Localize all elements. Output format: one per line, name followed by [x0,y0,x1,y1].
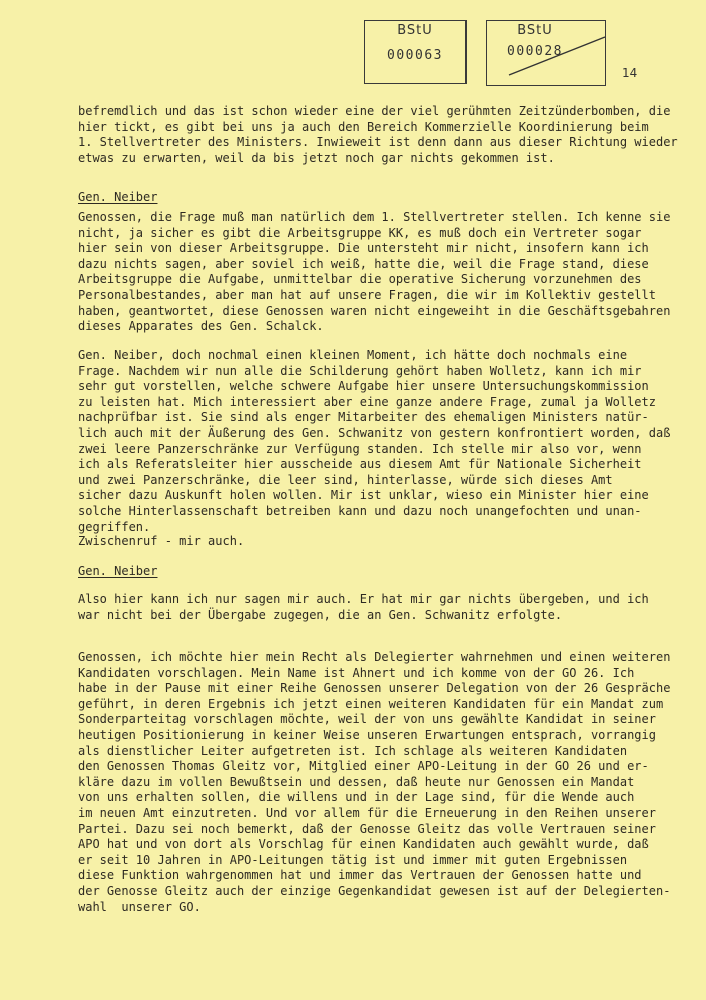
paragraph: Genossen, die Frage muß man natürlich dem 1. Stellvertreter stellen. Ich kenne sie nicht, ja sicher es gibt die Arbeitsgruppe KK, es muß doch ein Vertreter sogar hier sein von dieser Arbeitsgruppe. Die untersteht mir nicht, insofern kann ich dazu nichts sagen, aber soviel ich weiß, hatte die, weil die Frage stand, diese Arbeitsgruppe die Aufgabe, unmittelbar die operative Sicherung vorzunehmen des Personalbestandes, aber man hat auf unsere Fragen, die wir im Kollektiv gestellt haben, geantwortet, diese Genossen waren nicht eingeweiht in die Geschäftsgebahren dieses Apparates des Gen. Schalck. [78,210,671,334]
archive-stamp-bstu [364,20,467,84]
stamp-label: BStU [517,23,553,38]
page-number: 14 [622,66,638,80]
paragraph: befremdlich und das ist schon wieder eine der viel gerühmten Zeitzünderbomben, die hier tickt, es gibt bei uns ja auch den Bereich Kommerzielle Koordinierung beim 1. Stellvertreter des Ministers. Inwieweit ist denn dann aus dieser Richtung wieder etwas zu erwarten, weil da bis jetzt noch gar nichts gekommen ist. [78,104,678,165]
stamp-number: 000063 [387,48,443,63]
strike-through-mark [505,31,611,81]
paragraph: Also hier kann ich nur sagen mir auch. Er hat mir gar nichts übergeben, und ich war nicht bei der Übergabe zugegen, die an Gen. Schwanitz erfolgte. [78,592,649,622]
paragraph: Gen. Neiber, doch nochmal einen kleinen Moment, ich hätte doch nochmals eine Frage. Nachdem wir nun alle die Schilderung gehört haben Wolletz, kann ich mir sehr gut vorstellen, welche schwere Aufgabe hier unsere Untersuchungskommission zu leisten hat. Mich interessiert aber eine ganze andere Frage, zumal ja Wolletz nachprüfbar ist. Sie sind als enger Mitarbeiter des ehemaligen Ministers natür- lich auch mit der Äußerung des Gen. Schwanitz von gestern konfrontiert worden, daß zwei leere Panzerschränke zur Verfügung standen. Ich stelle mir also vor, wenn ich als Referatsleiter hier ausscheide aus diesem Amt für Nationale Sicherheit und zwei Panzerschränke, die leer sind, hinterlasse, würde sich dieses Amt sicher dazu Auskunft holen wollen. Mir ist unklar, wieso ein Minister hier eine solche Hinterlassenschaft betreiben kann und dazu noch unangefochten und unan- gegriffen. [78,348,671,534]
stamp-label: BStU [397,23,433,38]
speaker-heading: Gen. Neiber [78,190,158,204]
paragraph: Genossen, ich möchte hier mein Recht als Delegierter wahrnehmen und einen weiteren Kandidaten vorschlagen. Mein Name ist Ahnert und ich komme von der GO 26. Ich habe in der Pause mit einer Reihe Genossen unserer Delegation von der 26 Gespräche geführt, in deren Ergebnis ich jetzt einen weiteren Kandidaten für ein Mandat zum Sonderparteitag vorschlagen möchte, weil der von uns gewählte Kandidat in seiner heutigen Positionierung in keiner Weise unseren Erwartungen entsprach, vorrangig als dienstlicher Leiter aufgetreten ist. Ich schlage als weiteren Kandidaten den Genossen Thomas Gleitz vor, Mitglied einer APO-Leitung in der GO 26 und er- kläre dazu im vollen Bewußtsein und dessen, daß heute nur Genossen ein Mandat von uns erhalten sollen, die willens und in der Lage sind, für die Wende auch im neuen Amt einzutreten. Und vor allem für die Erneuerung in den Reihen unserer Partei. Dazu sei noch bemerkt, daß der Genosse Gleitz das volle Vertrauen seiner APO hat und von dort als Vorschlag für einen Kandidaten auch gewählt wurde, daß er seit 10 Jahren in APO-Leitungen tätig ist und immer mit guten Ergebnissen diese Funktion wahrgenommen hat und immer das Vertrauen der Genossen hatte und der Genosse Gleitz auch der einzige Gegenkandidat gewesen ist auf der Delegierten- wahl unserer GO. [78,650,671,914]
paragraph: Zwischenruf - mir auch. [78,534,245,548]
speaker-heading: Gen. Neiber [78,564,158,578]
archive-stamp-bstu-crossed [486,20,606,86]
stamp-number: 000028 [507,44,563,59]
